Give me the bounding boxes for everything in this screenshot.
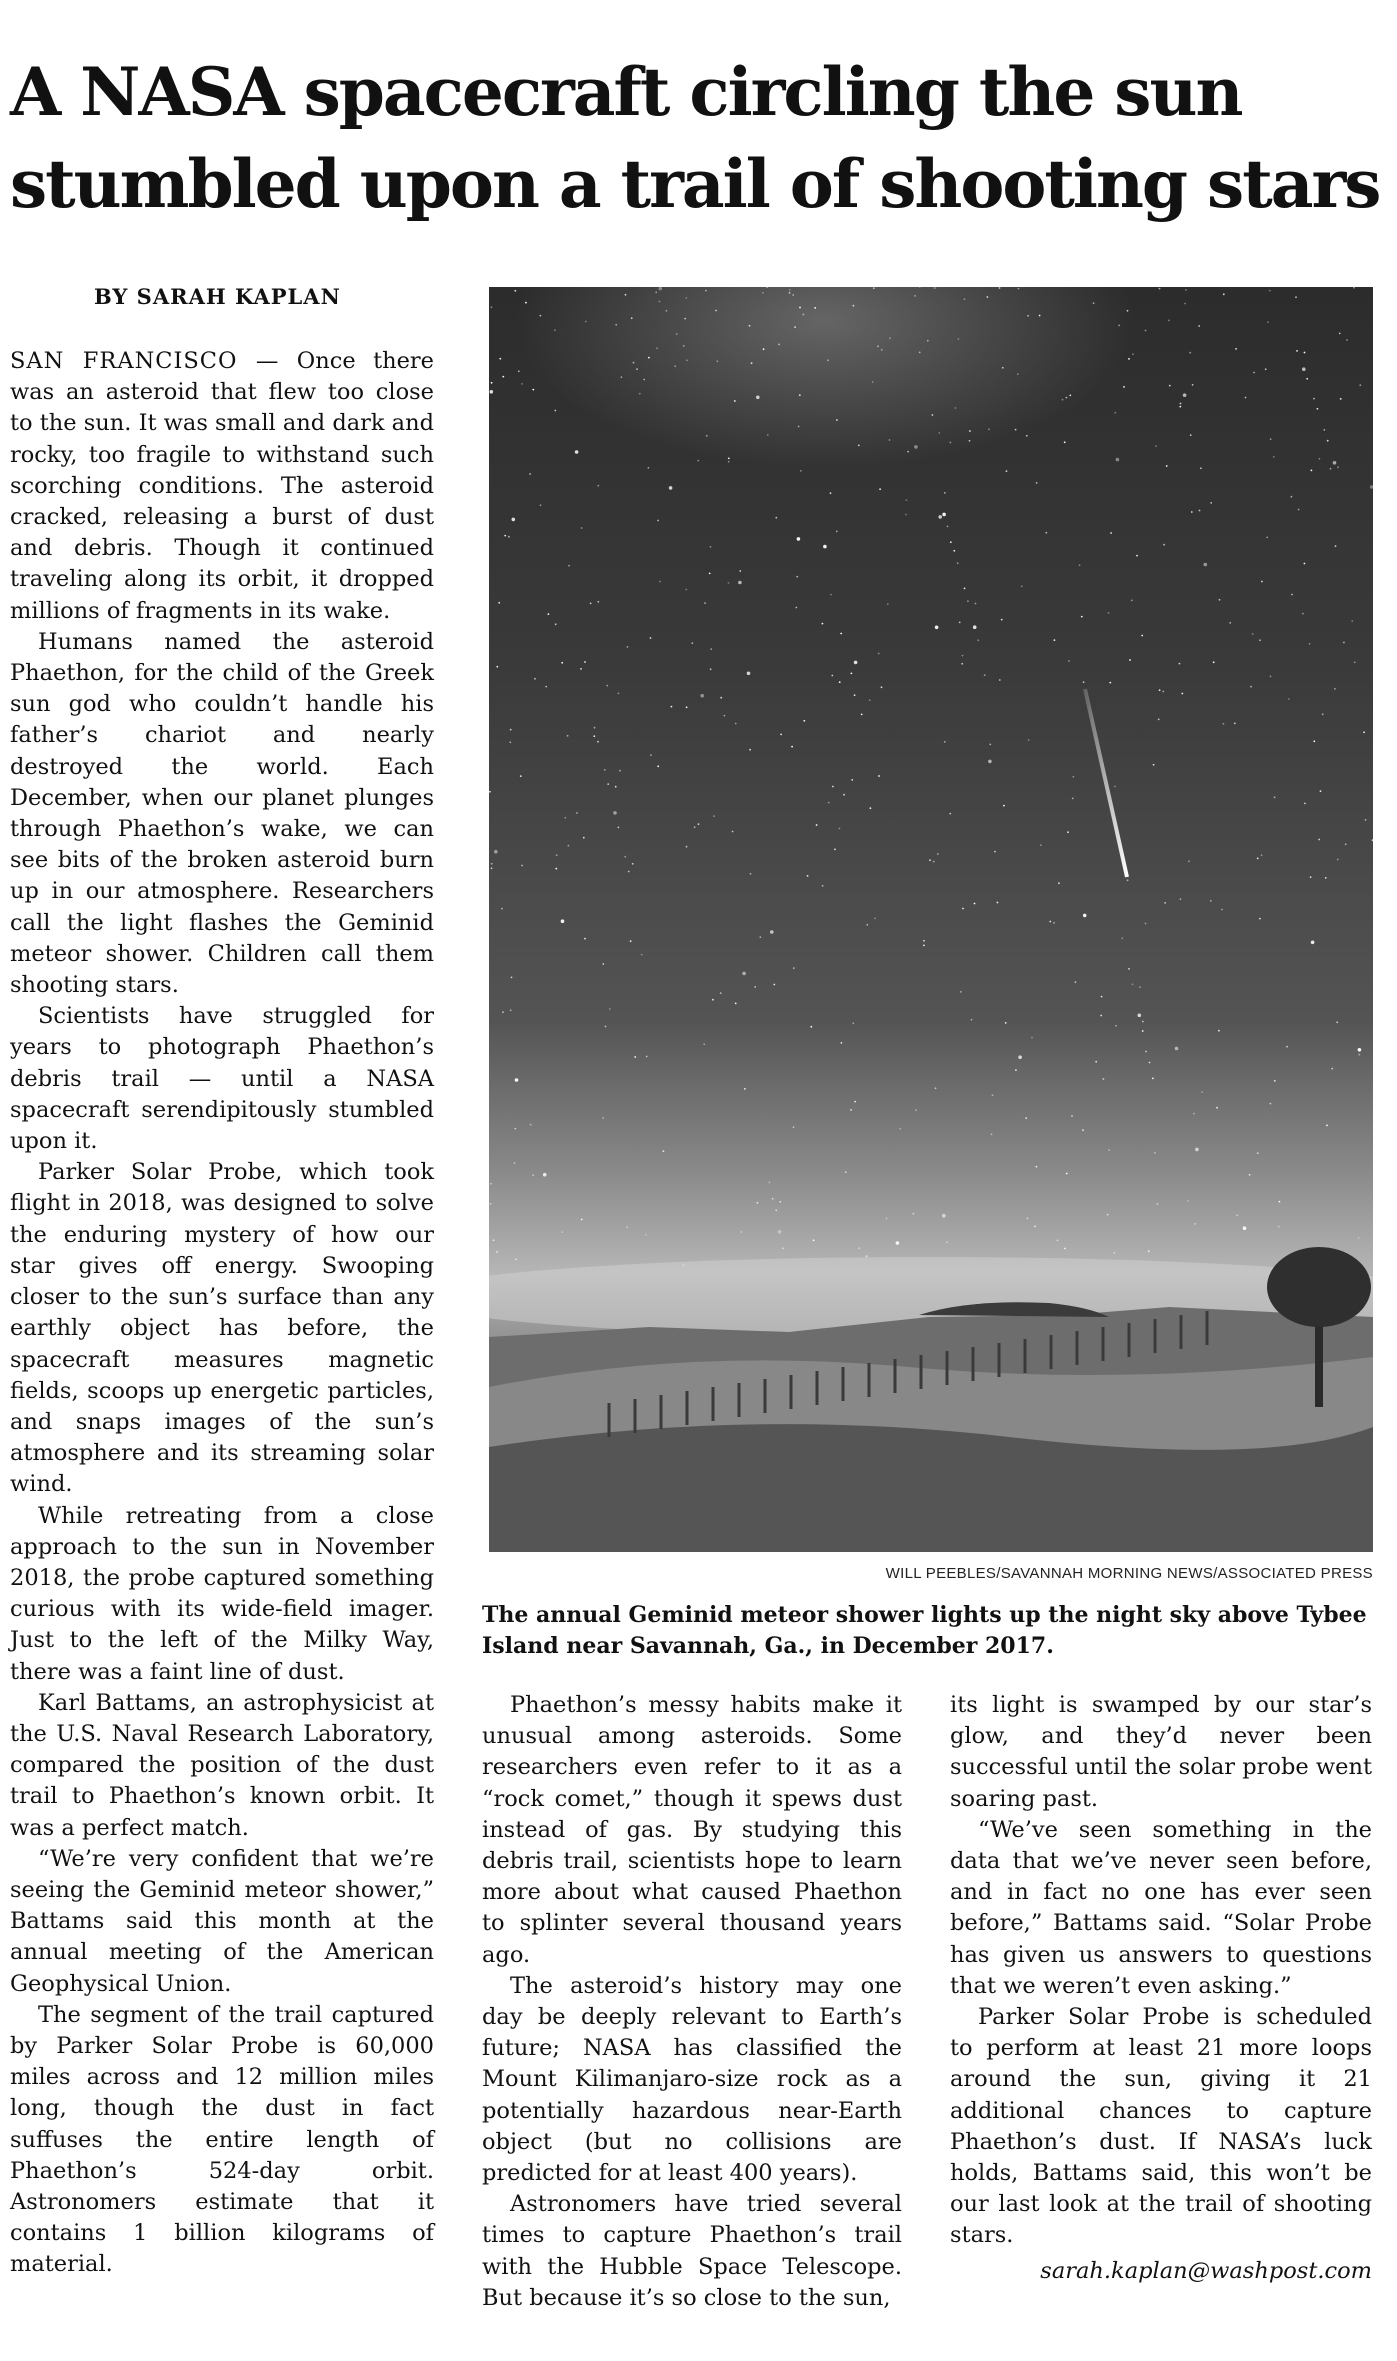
- night-sky-image: [489, 287, 1373, 1552]
- byline: BY SARAH KAPLAN: [94, 284, 341, 309]
- photo-caption: The annual Geminid meteor shower lights up the night sky above Tybee Island near Savannah, Ga., in December 2017.: [482, 1602, 1367, 1659]
- article-column-3: [950, 1690, 1372, 2287]
- paragraph: [10, 346, 434, 627]
- article-column-1: [10, 346, 434, 2281]
- paragraph: Humans named the asteroid Phaethon, for the child of the Greek sun god who couldn’t handle his father’s chariot and nearly destroyed the world. Each December, when our planet plunges through Phaethon’s wake, we can see bits of the broken asteroid burn up in our atmosphere. Researchers call the light flashes the Geminid meteor shower. Children call them shooting stars.: [10, 628, 434, 999]
- author-email: sarah.kaplan@washpost.com: [1040, 2257, 1372, 2284]
- headline: A NASA spacecraft circling the sun stumbled upon a trail of shooting stars: [10, 53, 1380, 223]
- meteor-photo: [489, 287, 1373, 1552]
- paragraph: Phaethon’s messy habits make it unusual among asteroids. Some researchers even refer to it as a “rock comet,” though it spews dust instead of gas. By studying this debris trail, scientists hope to learn more about what caused Phaethon to splinter several thousand years ago.: [482, 1692, 902, 1968]
- paragraph-text: Once there was an asteroid that flew too close to the sun. It was small and dark and rocky, too fragile to withstand such scorching conditions. The asteroid cracked, releasing a burst of dust and debris. Though it continued traveling along its orbit, it dropped millions of fragments in its wake.: [10, 348, 434, 624]
- paragraph: Astronomers have tried several times to capture Phaethon’s trail with the Hubble Space Telescope. But because it’s so close to the sun,: [482, 2191, 902, 2311]
- paragraph: “We’re very confident that we’re seeing the Geminid meteor shower,” Battams said this month at the annual meeting of the American Geophysical Union.: [10, 1845, 434, 1997]
- paragraph: Scientists have struggled for years to photograph Phaethon’s debris trail — until a NASA spacecraft serendipitously stumbled upon it.: [10, 1003, 434, 1155]
- paragraph: “We’ve seen something in the data that we’ve never seen before, and in fact no one has ever seen before,” Battams said. “Solar Probe has given us answers to questions that we weren’t even asking.”: [950, 1816, 1372, 1999]
- dateline: SAN FRANCISCO —: [10, 348, 280, 374]
- meteor-streak: [1085, 689, 1127, 877]
- paragraph: The segment of the trail captured by Parker Solar Probe is 60,000 miles across and 12 million miles long, though the dust in fact suffuses the entire length of Phaethon’s 524-day orbit. Astronomers estimate that it contains 1 billion kilograms of material.: [10, 2001, 434, 2278]
- paragraph: The asteroid’s history may one day be deeply relevant to Earth’s future; NASA has classified the Mount Kilimanjaro-size rock as a potentially hazardous near-Earth object (but no collisions are predicted for at least 400 years).: [482, 1972, 902, 2187]
- paragraph: Parker Solar Probe is scheduled to perform at least 21 more loops around the sun, giving it 21 additional chances to capture Phaethon’s dust. If NASA’s luck holds, Battams said, this won’t be our last look at the trail of shooting stars.: [950, 2004, 1372, 2249]
- paragraph: While retreating from a close approach to the sun in November 2018, the probe captured something curious with its wide-field imager. Just to the left of the Milky Way, there was a faint line of dust.: [10, 1502, 434, 1685]
- paragraph: Karl Battams, an astrophysicist at the U.S. Naval Research Laboratory, compared the position of the dust trail to Phaethon’s known orbit. It was a perfect match.: [10, 1689, 434, 1841]
- paragraph: its light is swamped by our star’s glow, and they’d never been successful until the solar probe went soaring past.: [950, 1692, 1372, 1812]
- paragraph: Parker Solar Probe, which took flight in 2018, was designed to solve the enduring mystery of how our star gives off energy. Swooping closer to the sun’s surface than any earthly object has before, the spacecraft measures magnetic fields, scoops up energetic particles, and snaps images of the sun’s atmosphere and its streaming solar wind.: [10, 1159, 434, 1498]
- article-column-2: [482, 1690, 902, 2314]
- photo-credit: WILL PEEBLES/SAVANNAH MORNING NEWS/ASSOCIATED PRESS: [885, 1565, 1373, 1582]
